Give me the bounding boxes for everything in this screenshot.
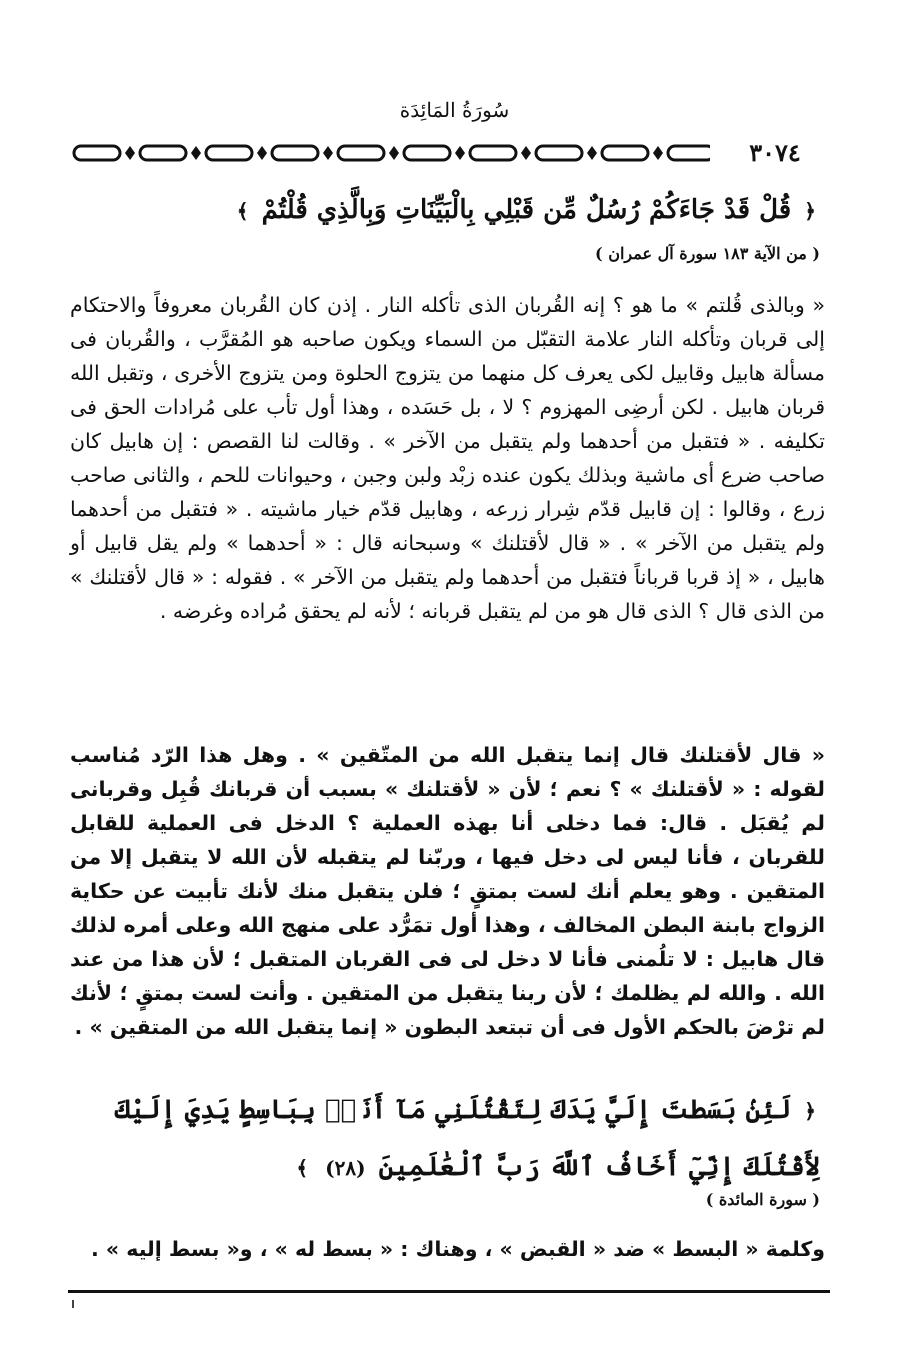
quran-verse-2 <box>40 1082 820 1196</box>
verse-source: ( من الآية ١٨٣ سورة آل عمران ) <box>595 244 820 263</box>
bottom-rule <box>68 1290 830 1293</box>
page-number: ٣٠٧٤ <box>710 138 840 166</box>
ayah-number: ٢٨ <box>334 1156 357 1180</box>
verse-source: ( سورة المائدة ) <box>705 1190 820 1209</box>
ayah-number-marker: (٢٨) <box>325 1156 366 1180</box>
verse-open-bracket: ﴿ <box>804 1099 816 1123</box>
verse-text: قُلْ قَدْ جَاءَكُمْ رُسُلٌ مِّن قَبْلِي بِالْبَيِّنَاتِ وَبِالَّذِي قُلْتُمْ <box>261 195 792 225</box>
paragraph-2: « قال لأقتلنك قال إنما يتقبل الله من المتّقين » . وهل هذا الرّد مُناسب لقوله : « لأقتلنك » ؟ نعم ؛ لأن « لأقتلنك » بسبب أن قربانك قُبِل وقربانى لم يُقبَل . قال: فما دخلى أنا بهذه العملية ؟ الدخل فى العملية للقابل للقربان ، فأنا ليس لى دخل فيها ، وربّنا لم يتقبله لأن الله لا يتقبل إلا من المتقين . وهو يعلم أنك لست بمتقٍ ؛ فلن يتقبل منك لأنك تأبيت عن حكاية الزواج بابنة البطن المخالف ، وهذا أول تمَرُّد على منهج الله وعلى أمره لذلك قال هابيل : لا تلُمنى فأنا لا دخل لى فى القربان المتقبل ؛ لأن هذا من عند الله . والله لم يظلمك ؛ لأن ربنا يتقبل من المتقين . وأنت لست بمتقٍ ؛ لأنك لم ترْضَ بالحكم الأول فى أن تبتعد البطون « إنما يتقبل الله من المتقين » . <box>70 743 825 1039</box>
quran-verse-1 <box>40 182 820 239</box>
running-head: سُورَةُ المَائِدَة <box>399 98 510 122</box>
scan-mark <box>72 1300 74 1308</box>
paragraph-3: وكلمة « البسط » ضد « القبض » ، وهناك : « بسط له » ، و« بسط إليه » . <box>90 1237 825 1261</box>
verse-text: لَئِنۢ بَسَطتَ إِلَيَّ يَدَكَ لِتَقْتُلَنِي مَآ أَنَا۠ بِبَاسِطٍ يَدِيَ إِلَيْكَ لِأَقْتُلَكَ إِنِّيٓ أَخَافُ ٱللَّهَ رَبَّ ٱلْعَٰلَمِينَ <box>114 1095 820 1182</box>
verse-open-bracket: ﴿ <box>804 199 816 223</box>
paragraph-1: « وبالذى قُلتم » ما هو ؟ إنه القُربان الذى تأكله النار . إذن كان القُربان معروفاً والاحتكام إلى قربان وتأكله النار علامة التقبّل من السماء ويكون صاحبه هو المُقرَّب ، والقُربان فى مسألة هابيل وقابيل لكى يعرف كل منهما من يتزوج الحلوة ومن يتزوج الأخرى ، وتقبل الله قربان هابيل . لكن أرضِى المهزوم ؟ لا ، بل حَسَده ، وهذا أول تأب على مُرادات الحق فى تكليفه . « فتقبل من أحدهما ولم يتقبل من الآخر » . وقالت لنا القصص : إن هابيل كان صاحب ضرع أى ماشية وبذلك يكون عنده زبْد ولبن وجبن ، وحيوانات للحم ، والثانى صاحب زرع ، وقالوا : إن قابيل قدّم شِرار زرعه ، وهابيل قدّم خيار ماشيته . « فتقبل من أحدهما ولم يتقبل من الآخر » . « قال لأقتلنك » وسبحانه قال : « أحدهما » ولم يقل قابيل أو هابيل ، « إذ قربا قرباناً فتقبل من أحدهما ولم يتقبل من الآخر » . فقوله : « قال لأقتلنك » من الذى قال ؟ الذى قال هو من لم يتقبل قربانه ؛ لأنه لم يحقق مُراده وغرضه . <box>70 293 825 623</box>
verse-close-bracket: ﴾ <box>296 1156 309 1180</box>
verse-close-bracket: ﴾ <box>236 199 249 223</box>
